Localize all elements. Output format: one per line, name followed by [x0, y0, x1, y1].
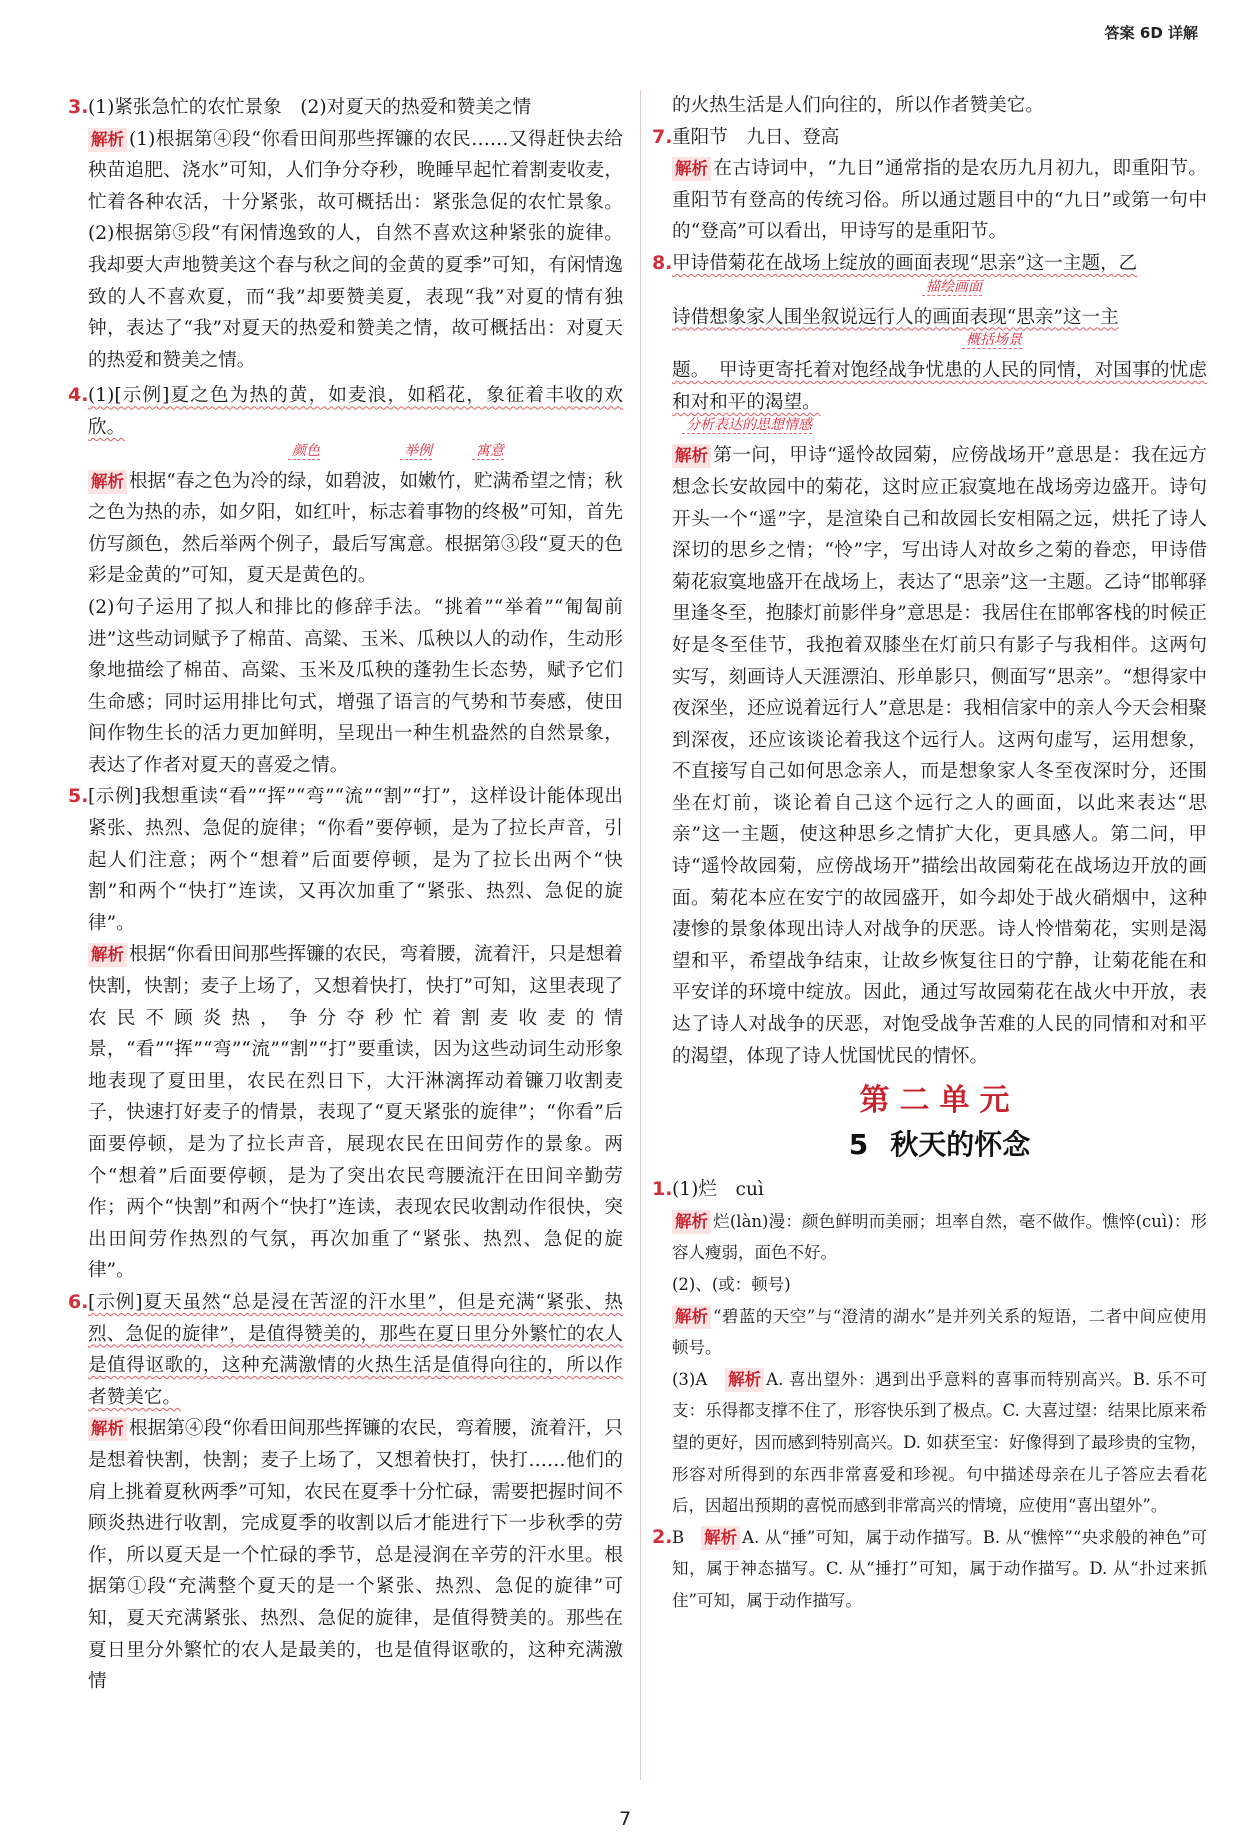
continued-text: 的火热生活是人们向往的，所以作者赞美它。 [672, 95, 1044, 116]
analysis-text: 第一问，甲诗“遥怜故园菊，应傍战场开”意思是：我在远方想念长安故园中的菊花，这时应正寂寞地在战场旁边盛开。诗句开头一个“遥”字，是渲染自己和故园长安相隔之远，烘托了诗人深切的思乡之情；“怜”字，写出诗人对故乡之菊的眷恋，甲诗借菊花寂寞地盛开在战场上，表达了“思亲”这一主题。乙诗“邯郸驿里逢冬至，抱膝灯前影伴身”意思是：我居住在邯郸客栈的时候正好是冬至佳节，我抱着双膝坐在灯前只有影子与我相伴。这两句实写，刻画诗人天涯漂泊、形单影只，侧面写“思亲”。“想得家中夜深坐，还应说着远行人”意思是：我相信家中的亲人今天会相聚到深夜，还应该谈论着我这个远行人。这两句虚写，运用想象，不直接写自己如何思念亲人，而是想象家人冬至夜深时分，还围坐在灯前，谈论着自己这个远行之人的画面，以此来表达“思亲”这一主题，使这种思乡之情扩大化，更具感人。第二问，甲诗“遥怜故园菊，应傍战场开”描绘出故园菊花在战场边开放的画面。菊花本应在安宁的故园盛开，如今却处于战火硝烟中，这种凄惨的景象体现出诗人对战争的厌恶。诗人怜惜菊花，实则是渴望和平，希望战争结束，让故乡恢复往日的宁静，让菊花能在和平安详的环境中绽放。因此，通过写故园菊花在战火中开放，表达了诗人对战争的厌恶，对饱受战争苦难的人民的同情和对和平的渴望，体现了诗人忧国忧民的情怀。 [672, 445, 1207, 1067]
annotation: 分析表达的思想情感 [672, 412, 1207, 438]
analysis-text: (1)根据第④段“你看田间那些挥镰的农民……又得赶快去给秧苗追肥、浇水”可知，人们争分夺秒，晚睡早起忙着割麦收麦，忙着各种农活，十分紧张，故可概括出：紧张急促的农忙景象。(2)根据第⑤段“有闲情逸致的人，自然不喜欢这种紧张的旋律。我却要大声地赞美这个春与秋之间的金黄的夏季”可知，有闲情逸致的人不喜欢夏，而“我”却要赞美夏，表现“我”对夏的情有独钟，表达了“我”对夏天的热爱和赞美之情，故可概括出：对夏天的热爱和赞美之情。 [88, 128, 623, 371]
analysis-tag: 解析 [672, 1305, 711, 1329]
analysis-tag: 解析 [88, 1417, 127, 1441]
answer-text: (1)[示例]夏之色为热的黄，如麦浪，如稻花，象征着丰收的欢欣。 [88, 385, 623, 438]
analysis-text: A. 喜出望外：遇到出乎意料的喜事而特别高兴。B. 乐不可支：乐得都支撑不住了，形容快乐到了极点。C. 大喜过望：结果比原来希望的更好，因而感到特别高兴。D. 如获至宝：好像得到了最珍贵的宝物，形容对所得到的东西非常喜爱和珍视。句中描述母亲在儿子答应去看花后，因超出预期的喜悦而感到非常高兴的情境，应使用“喜出望外”。 [672, 1369, 1207, 1516]
answer-text: (3)A [672, 1369, 726, 1389]
annotation: 颜色 举例 寓意 [88, 438, 623, 464]
answer-text: [示例]我想重读“看”“挥”“弯”“流”“割”“打”，这样设计能体现出紧张、热烈、急促的旋律；“你看”要停顿，是为了拉长声音，引起人们注意；两个“想着”后面要停顿，是为了拉长出两个“快割”和两个“快打”连读，又再次加重了“紧张、热烈、急促的旋律”。 [88, 786, 623, 934]
analysis-tag: 解析 [672, 1210, 711, 1234]
analysis-text: A. 从“捶”可知，属于动作描写。B. 从“憔悴”“央求般的神色”可知，属于神态描写。C. 从“捶打”可知，属于动作描写。D. 从“扑过来抓住”可知，属于动作描写。 [672, 1527, 1207, 1610]
analysis-text: 根据“春之色为冷的绿，如碧波，如嫩竹，贮满希望之情；秋之色为热的赤，如夕阳，如红叶，标志着事物的终极”可知，首先仿写颜色，然后举两个例子，最后写寓意。根据第③段“夏天的色彩是金黄的”可知，夏天是黄色的。 [88, 470, 623, 587]
right-column [652, 90, 1207, 1617]
analysis-tag: 解析 [88, 943, 127, 967]
analysis-tag: 解析 [725, 1368, 764, 1392]
annotation: 概括场景 [672, 327, 1207, 353]
answer-text: 重阳节 九日、登高 [672, 126, 840, 148]
analysis-text: 在古诗词中，“九日”通常指的是农历九月初九，即重阳节。重阳节有登高的传统习俗。所以通过题目中的“九日”或第一句中的“登高”可以看出，甲诗写的是重阳节。 [672, 158, 1207, 243]
page-number: 7 [618, 1808, 632, 1830]
question-7 [652, 122, 1207, 248]
question-3 [68, 92, 623, 376]
question-1 [652, 1174, 1207, 1522]
analysis-tag: 解析 [672, 444, 711, 468]
question-number: 2. [652, 1525, 673, 1548]
answer-text: (2)、(或：顿号) [672, 1275, 791, 1294]
question-6 [68, 1287, 623, 1698]
analysis-tag: 解析 [672, 157, 711, 181]
question-number: 5. [68, 785, 89, 808]
question-number: 3. [68, 96, 89, 118]
lesson-number: 5 [848, 1128, 869, 1162]
analysis-tag: 解析 [701, 1526, 740, 1550]
left-column [68, 92, 623, 1698]
column-divider [640, 90, 641, 1780]
header-label: 答案 6D 详解 [1104, 24, 1198, 42]
answer-text: 甲诗借菊花在战场上绽放的画面表现“思亲”这一主题，乙 [672, 252, 1138, 274]
question-number: 1. [652, 1178, 673, 1201]
question-8 [652, 248, 1207, 1072]
analysis-tag: 解析 [88, 470, 127, 494]
answer-text: (1)烂 cuì [672, 1179, 764, 1201]
lesson-name: 秋天的怀念 [890, 1128, 1031, 1162]
question-4 [68, 380, 623, 781]
analysis-tag: 解析 [88, 128, 127, 152]
analysis-text: (2)句子运用了拟人和排比的修辞手法。“挑着”“举着”“匍匐前进”这些动词赋予了棉苗、高粱、玉米、瓜秧以人的动作，生动形象地描绘了棉苗、高粱、玉米及瓜秧的蓬勃生长态势，赋予它们生命感；同时运用排比句式，增强了语言的气势和节奏感，使田间作物生长的活力更加鲜明，呈现出一种生机盎然的自然景象，表达了作者对夏天的喜爱之情。 [88, 596, 623, 776]
answer-text: 诗借想象家人围坐叙说远行人的画面表现“思亲”这一主 [672, 306, 1119, 328]
question-number: 4. [68, 384, 89, 407]
question-2 [652, 1522, 1207, 1617]
analysis-text: 根据第④段“你看田间那些挥镰的农民，弯着腰，流着汗，只是想着快割，快割；麦子上场了，又想着快打，快打……他们的肩上挑着夏秋两季”可知，农民在夏季十分忙碌，需要把握时间不顾炎热进行收割，完成夏季的收割以后才能进行下一步秋季的劳作，所以夏天是一个忙碌的季节，总是浸润在辛劳的汗水里。根据第①段“充满整个夏天的是一个紧张、热烈、急促的旋律”可知，夏天充满紧张、热烈、急促的旋律，是值得赞美的。那些在夏日里分外繁忙的农人是最美的，也是值得讴歌的，这种充满激情 [88, 1418, 623, 1693]
analysis-text: 根据“你看田间那些挥镰的农民，弯着腰，流着汗，只是想着快割，快割；麦子上场了，又想着快打，快打”可知，这里表现了农民不顾炎热，争分夺秒忙着割麦收麦的情景，“看”“挥”“弯”“流”“割”“打”要重读，因为这些动词生动形象地表现了夏田里，农民在烈日下，大汗淋漓挥动着镰刀收割麦子，快速打好麦子的情景，表现了“夏天紧张的旋律”；“你看”后面要停顿，是为了拉长声音，展现农民在田间劳作的景象。两个“想着”后面要停顿，是为了突出农民弯腰流汗在田间辛勤劳作；两个“快割”和两个“快打”连读，表现农民收割动作很快，突出田间劳作热烈的气氛，再次加重了“紧张、热烈、急促的旋律”。 [88, 944, 623, 1282]
answer-text: B [672, 1527, 702, 1547]
question-number: 6. [68, 1290, 89, 1313]
question-number: 7. [652, 125, 673, 148]
lesson-title [672, 1124, 1207, 1166]
question-number: 8. [652, 251, 673, 274]
answer-text: 题。 甲诗更寄托着对饱经战争忧患的人民的同情，对国事的忧虑和对和平的渴望。 [672, 360, 1207, 413]
question-5 [68, 781, 623, 1287]
answer-text: (1)紧张急忙的农忙景象 (2)对夏天的热爱和赞美之情 [88, 97, 532, 118]
analysis-text: “碧蓝的天空”与“澄清的湖水”是并列关系的短语，二者中间应使用顿号。 [672, 1306, 1207, 1358]
annotation: 描绘画面 [672, 274, 1207, 300]
analysis-text: 烂(làn)漫：颜色鲜明而美丽；坦率自然，毫不做作。憔悴(cuì)：形容人瘦弱，面色不好。 [672, 1211, 1207, 1263]
answer-text: [示例]夏天虽然“总是浸在苦涩的汗水里”，但是充满“紧张、热烈、急促的旋律”，是值得赞美的，那些在夏日里分外繁忙的农人是值得讴歌的，这种充满激情的火热生活是值得向往的，所以作者赞美它。 [88, 1291, 623, 1408]
unit-title: 第二单元 [859, 1083, 1020, 1119]
